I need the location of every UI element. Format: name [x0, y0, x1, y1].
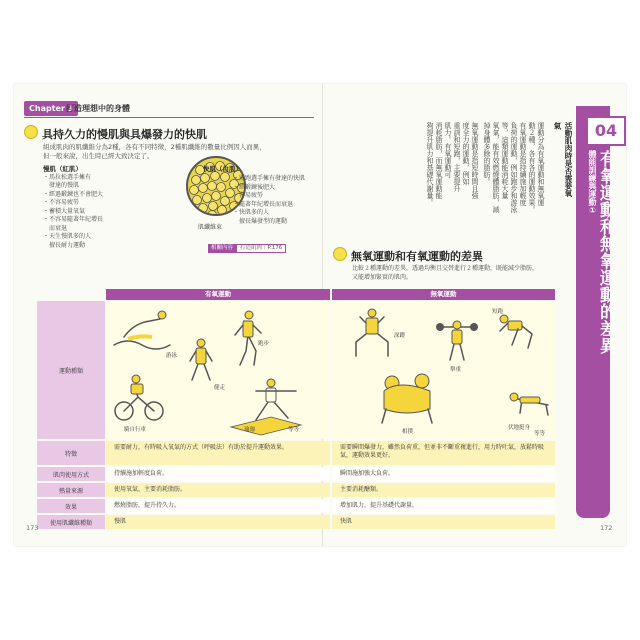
related-tag-label: 相關內容	[208, 244, 236, 253]
label-pushup: 伏地挺身	[508, 425, 531, 431]
label-weights: 舉重	[450, 367, 462, 373]
list-item: 發達的慢肌	[43, 182, 80, 189]
fiber-label: 肌纖維束	[198, 224, 223, 231]
anaerobic-cell: 主要消耗醣類。	[332, 483, 555, 497]
aerobic-illustrations	[106, 301, 330, 439]
anaerobic-illustrations	[332, 301, 555, 439]
main-title: 有氧運動和無氧運動的差異	[596, 150, 616, 354]
list-item: ・不容易隨著年紀增長	[43, 216, 104, 223]
row-label: 肌肉使用方式	[37, 467, 105, 481]
text-column: 無氧運動是指短時間且強	[471, 122, 479, 199]
list-item: ・馬拉松選手擁有	[43, 173, 92, 181]
aerobic-header: 有氧運動	[106, 289, 330, 300]
text-column: 有氧運動是指持續施加輕度	[519, 122, 527, 206]
list-item: ・隨著年紀增長而衰退	[233, 200, 294, 208]
slow-muscle-list	[43, 165, 153, 250]
row-label: 使用肌纖維種類	[37, 515, 105, 529]
text-column: 度全力的運動，例如	[462, 122, 470, 185]
series-label: 體能訓練與運動①	[588, 150, 597, 215]
aerobic-cell: 持續施加輕度負荷。	[106, 467, 330, 481]
label-sumo: 相撲	[402, 429, 414, 435]
text-column: 動２種，各有各的運動效果。	[528, 122, 536, 213]
label-walk: 健走	[214, 385, 226, 391]
chapter-rule	[24, 117, 314, 118]
aerobic-figures-icon	[106, 301, 330, 439]
list-item: 擅長耐力運動	[43, 241, 86, 249]
aerobic-cell: 使用氧氣，主要消耗脂肪。	[106, 483, 330, 497]
label-sprint: 短跑	[492, 309, 504, 315]
fast-muscle-heading: 快肌（白肌）	[203, 165, 242, 173]
page-number-right: 172	[600, 524, 613, 532]
anaerobic-figures-icon	[332, 301, 555, 439]
text-column: 消耗脂肪，而無氧運動能	[435, 122, 443, 199]
list-item: 而衰退	[43, 224, 68, 232]
label-etc: 等等	[534, 431, 546, 437]
intro-line: 比較２種運動的差異，透過均衡且交替進行２種運動，既能減少脂肪，	[352, 265, 539, 272]
related-tag-text: 打造肌肉｜P.176	[236, 244, 286, 253]
chapter-badge: Chapter 3	[24, 101, 78, 116]
list-item: ・蓄積大量氧氣	[43, 207, 86, 215]
section-number-badge: 04	[586, 116, 626, 146]
intro-line: 但一般來說，出生時已經大致決定了。	[43, 152, 154, 160]
text-column: 負荷的運動，例如跑步和游泳	[510, 122, 518, 213]
sub-heading: 活動肌肉時是否需要氧氣	[553, 122, 573, 197]
text-column: 夠提升肌力和基礎代謝量。	[426, 122, 434, 206]
aerobic-cell: 需要耐力，有時吸入氧氣的方式（呼吸法）有助於提升運動效果。	[106, 441, 330, 465]
text-column: 肌力。有氧運動可	[444, 122, 452, 178]
label-yoga: 瑜珈	[244, 427, 256, 433]
anaerobic-cell: 需要瞬間爆發力，雖然負荷重，但並非不斷重複進行，用力時吐氣，放鬆時吸氣，運動效果更好。	[332, 441, 555, 465]
label-squat: 深蹲	[394, 333, 406, 339]
row-label: 特徵	[37, 441, 105, 465]
label-cycle: 騎自行車	[124, 427, 147, 433]
label-etc: 等等	[288, 427, 300, 433]
intro-line: 組成肌肉的肌纖維分為2種，各有不同特徵，2種肌纖維的數量比例因人而異，	[43, 143, 266, 151]
row-label: 熱量來源	[37, 483, 105, 497]
list-item: ・經鍛鍊後肥大	[233, 183, 276, 191]
section-bullet-icon	[333, 247, 347, 261]
list-item: ・天生慢肌多的人	[43, 233, 92, 240]
fast-muscle-list	[203, 165, 313, 174]
section-bullet-icon	[24, 125, 38, 139]
intro-line: 又能增加緊實的肌肉。	[352, 273, 413, 281]
row-label: 運動種類	[37, 301, 105, 439]
text-column: 掉身體多餘的脂肪。	[483, 122, 491, 185]
list-item: ・容易疲勞	[233, 192, 264, 199]
comparison-table	[37, 289, 555, 519]
anaerobic-header: 無氧運動	[332, 289, 555, 300]
section2-intro	[352, 265, 572, 282]
text-column: 重訓和短跑，主要提升	[453, 122, 461, 192]
row-label: 效果	[37, 499, 105, 513]
list-item: 擅長爆發型的運動	[233, 217, 288, 225]
section2-title: 無氧運動和有氧運動的差異	[351, 250, 483, 263]
text-column: 等，這類運動能消耗大量	[501, 122, 509, 199]
text-column: 運動分為有氧運動和無氧運	[537, 122, 545, 206]
section1-title: 具持久力的慢肌與具爆發力的快肌	[42, 128, 207, 141]
page-number-left: 173	[26, 524, 39, 532]
list-item: ・經過鍛鍊也不會肥大	[43, 190, 104, 198]
list-item: ・不容易疲勞	[43, 199, 80, 206]
label-swim: 游泳	[166, 353, 178, 359]
anaerobic-cell: 瞬間施加強大負荷。	[332, 467, 555, 481]
text-column: 氧氣，能有效燃燒體脂肪，減	[492, 122, 500, 213]
label-run: 跑步	[258, 341, 270, 347]
chapter-title: 打造理想中的身體	[66, 104, 130, 113]
aerobic-cell: 燃燒脂肪，提升持久力。	[106, 499, 330, 513]
list-item: ・短跑選手擁有發達的快肌	[233, 175, 306, 182]
slow-muscle-heading: 慢肌（紅肌）	[43, 165, 82, 173]
related-content-tag[interactable]	[208, 244, 286, 253]
aerobic-cell: 慢肌	[106, 515, 330, 529]
list-item: ・快肌多的人	[233, 209, 270, 216]
anaerobic-cell: 增加肌力，提升基礎代謝量。	[332, 499, 555, 513]
anaerobic-cell: 快肌	[332, 515, 555, 529]
section1-intro	[43, 143, 303, 161]
fast-muscle-items	[233, 175, 318, 226]
